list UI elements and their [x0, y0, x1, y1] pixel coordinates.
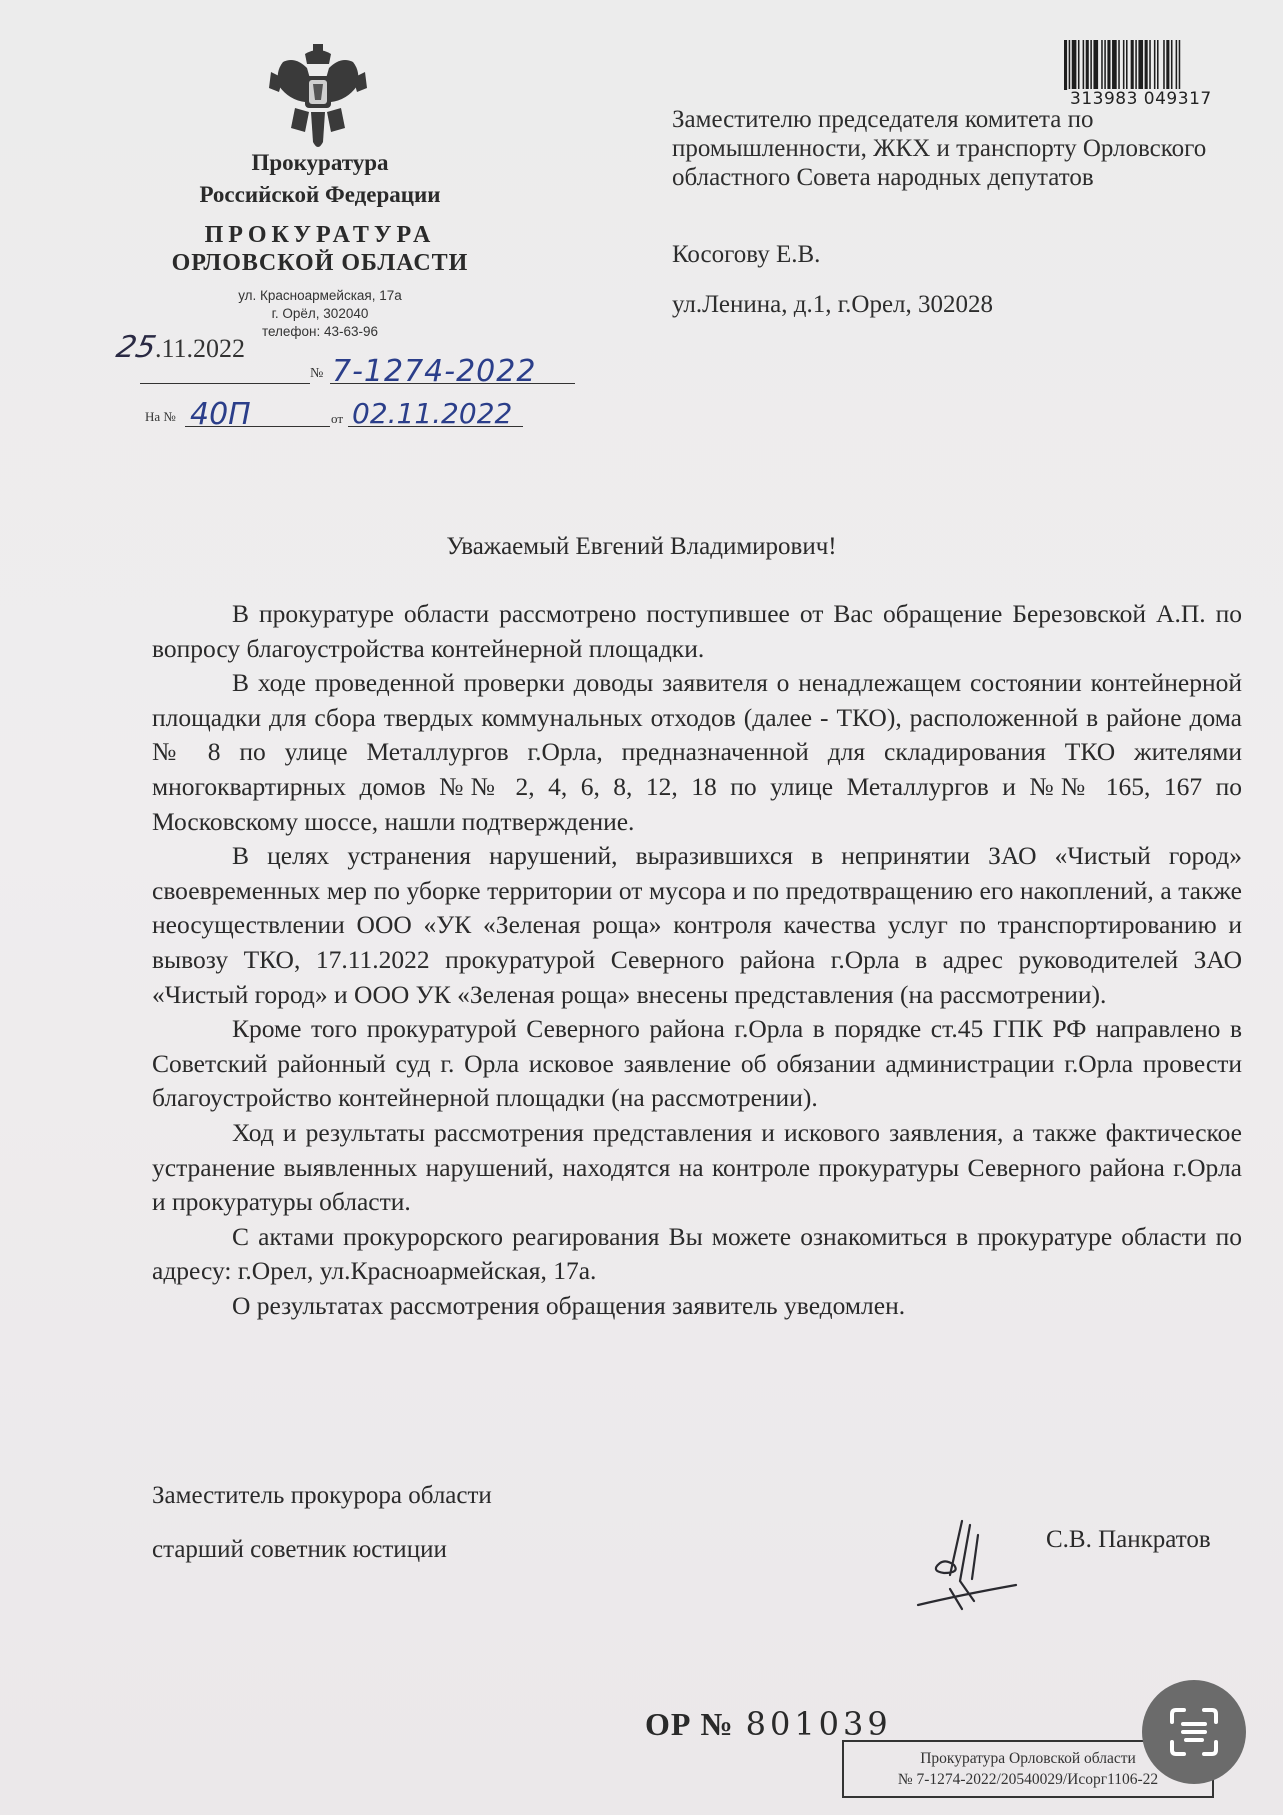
- paragraph: В прокуратуре области рассмотрено поступившее от Вас обращение Березовской А.П. по вопросу благоустройства контейнерной площадки.: [152, 599, 1242, 663]
- handwritten-reply-number: 40П: [190, 397, 251, 432]
- signer-rank: старший советник юстиции: [152, 1536, 447, 1563]
- handwritten-signature: [900, 1515, 1030, 1615]
- barcode-bar: [1083, 40, 1085, 90]
- barcode-bar: [1101, 40, 1103, 90]
- paragraph: В ходе проведенной проверки доводы заявителя о ненадлежащем состоянии контейнерной площадки для сбора твердых коммунальных отходов (далее - ТКО), расположенной в районе дома № 8 по улице Металлургов г.Орла, предназначенной для складирования ТКО жителями многоквартирных домов №№ 2, 4, 6, 8, 12, 18 по улице Металлургов и №№ 165, 167 по Московскому шоссе, нашли подтверждение.: [152, 668, 1242, 836]
- barcode-bar: [1072, 40, 1077, 90]
- letter-body: [152, 597, 1242, 1323]
- salutation: Уважаемый Евгений Владимирович!: [446, 533, 837, 560]
- barcode-bar: [1163, 40, 1165, 90]
- org-address-street: ул. Красноармейская, 17а: [238, 288, 402, 303]
- org-name-line3: ПРОКУРАТУРА: [204, 222, 436, 248]
- barcode-bar: [1166, 40, 1169, 90]
- barcode-number: 313983 049317: [1070, 89, 1212, 109]
- barcode-bar: [1145, 40, 1148, 90]
- stamp-reg-number: № 7-1274-2022/20540029/Исорг1106-22: [897, 1771, 1159, 1788]
- barcode-bar: [1123, 40, 1125, 90]
- barcode-bar: [1135, 40, 1137, 90]
- letter-date: .11.2022: [155, 334, 246, 363]
- barcode-bar: [1149, 40, 1151, 90]
- paragraph: О результатах рассмотрения обращения заявитель уведомлен.: [232, 1290, 906, 1320]
- org-name-line1: Прокуратура: [251, 150, 389, 175]
- org-name-line4: ОРЛОВСКОЙ ОБЛАСТИ: [171, 250, 469, 276]
- handwritten-from-date: 02.11.2022: [352, 397, 513, 430]
- barcode-bar: [1138, 40, 1143, 90]
- barcode-bar: [1171, 40, 1173, 90]
- form-number-label: ОР №: [645, 1706, 734, 1742]
- form-number-value: 801039: [745, 1705, 892, 1743]
- recipient-title: Заместителю председателя комитета по промышленности, ЖКХ и транспорту Орловского областного Совета народных депутатов: [672, 106, 1207, 191]
- recipient-address: ул.Ленина, д.1, г.Орел, 302028: [672, 291, 994, 318]
- form-number: [645, 1705, 892, 1743]
- date-underline: [140, 383, 310, 384]
- barcode-bar: [1064, 40, 1067, 90]
- handwritten-date-day: 25: [113, 330, 159, 365]
- paragraph: Кроме того прокуратурой Северного района г.Орла в порядке ст.45 ГПК РФ направлено в Советский районный суд г. Орла исковое заявление об обязании администрации г.Орла провести благоустройство контейнерной площадки (на рассмотрении).: [152, 1014, 1242, 1113]
- barcode-bar: [1157, 40, 1159, 90]
- paragraph: В целях устранения нарушений, выразившихся в непринятии ЗАО «Чистый город» своевременных мер по уборке территории от мусора и по предотвращению его накоплений, а также неосуществлении ООО «УК «Зеленая роща» контроля качества услуг по транспортированию и вывозу ТКО, 17.11.2022 прокуратурой Северного района г.Орла в адрес руководителей ЗАО «Чистый город» и ООО УК «Зеленая роща» внесены представления (на рассмотрении).: [152, 841, 1242, 1009]
- barcode-bar: [1131, 40, 1134, 90]
- signer-position: Заместитель прокурора области: [152, 1482, 492, 1509]
- text-scan-button[interactable]: [1142, 1680, 1246, 1784]
- barcode-bar: [1179, 40, 1181, 90]
- barcode-bar: [1112, 40, 1117, 90]
- number-label: №: [310, 366, 324, 381]
- signer-name: С.В. Панкратов: [1046, 1526, 1211, 1553]
- paragraph: С актами прокурорского реагирования Вы можете ознакомиться в прокуратуре области по адресу: г.Орел, ул.Красноармейская, 17а.: [152, 1221, 1242, 1286]
- barcode-bar: [1154, 40, 1156, 90]
- text-scan-icon: [1166, 1704, 1222, 1760]
- barcode-bar: [1126, 40, 1128, 90]
- recipient-name: Косогову Е.В.: [672, 241, 821, 268]
- barcode-bar: [1078, 40, 1080, 90]
- paragraph: Ход и результаты рассмотрения представления и искового заявления, а также фактическое устранение выявленных нарушений, находятся на контроле прокуратуры Северного района г.Орла и прокуратуры области.: [152, 1117, 1242, 1217]
- barcode-bar: [1118, 40, 1120, 90]
- barcode-bar: [1093, 40, 1098, 90]
- coat-of-arms-icon: [265, 42, 371, 154]
- org-phone: телефон: 43-63-96: [261, 324, 379, 339]
- stamp-org: Прокуратура Орловской области: [920, 1750, 1136, 1767]
- barcode-bar: [1069, 40, 1071, 90]
- reply-to-label: На №: [145, 409, 176, 424]
- barcode-bar: [1090, 40, 1092, 90]
- barcode-bar: [1176, 40, 1178, 90]
- barcode-bar: [1086, 40, 1089, 90]
- barcode-bar: [1107, 40, 1110, 90]
- org-address-city: г. Орёл, 302040: [271, 306, 369, 321]
- handwritten-outgoing-number: 7-1274-2022: [332, 354, 537, 389]
- from-label: от: [331, 411, 344, 426]
- barcode-bar: [1104, 40, 1106, 90]
- org-name-line2: Российской Федерации: [199, 182, 441, 207]
